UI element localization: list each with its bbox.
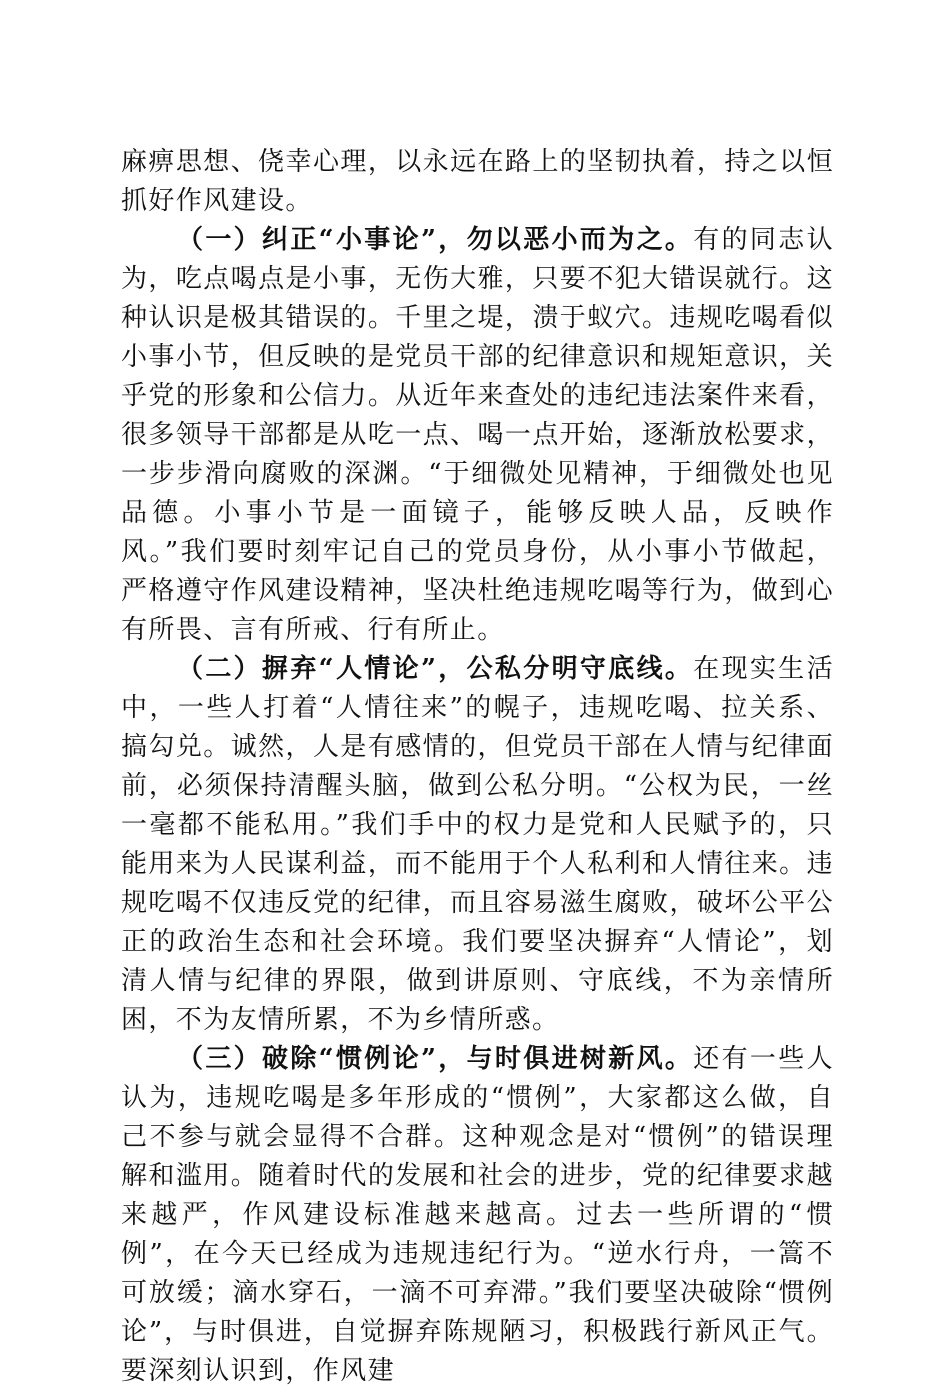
section-heading: （三）破除“惯例论”，与时俱进树新风。 bbox=[177, 1044, 694, 1074]
paragraph-body: 麻痹思想、侥幸心理，以永远在路上的坚韧执着，持之以恒抓好作风建设。 bbox=[121, 147, 834, 216]
section-heading: （二）摒弃“人情论”，公私分明守底线。 bbox=[177, 654, 694, 684]
paragraph-body: 还有一些人认为，违规吃喝是多年形成的“惯例”，大家都这么做，自己不参与就会显得不合群。这种观念是对“惯例”的错误理解和滥用。随着时代的发展和社会的进步，党的纪律要求越来越严，作风建设标准越来越高。过去一些所谓的“惯例”，在今天已经成为违规违纪行为。“逆水行舟，一篙不可放缓；滴水穿石，一滴不可弃滞。”我们要坚决破除“惯例论”，与时俱进，自觉摒弃陈规陋习，积极践行新风正气。要深刻认识到，作风建 bbox=[121, 1044, 834, 1386]
paragraph-continuation bbox=[121, 143, 834, 221]
paragraph-body: 在现实生活中，一些人打着“人情往来”的幌子，违规吃喝、拉关系、搞勾兑。诚然，人是有感情的，但党员干部在人情与纪律面前，必须保持清醒头脑，做到公私分明。“公权为民，一丝一毫都不能私用。”我们手中的权力是党和人民赋予的，只能用来为人民谋利益，而不能用于个人私利和人情往来。违规吃喝不仅违反党的纪律，而且容易滋生腐败，破坏公平公正的政治生态和社会环境。我们要坚决摒弃“人情论”，划清人情与纪律的界限，做到讲原则、守底线，不为亲情所困，不为友情所累，不为乡情所惑。 bbox=[121, 654, 834, 1035]
paragraph-section-1 bbox=[121, 221, 834, 650]
document-body bbox=[121, 143, 834, 1391]
paragraph-body: 有的同志认为，吃点喝点是小事，无伤大雅，只要不犯大错误就行。这种认识是极其错误的。千里之堤，溃于蚁穴。违规吃喝看似小事小节，但反映的是党员干部的纪律意识和规矩意识，关乎党的形象和公信力。从近年来查处的违纪违法案件来看，很多领导干部都是从吃一点、喝一点开始，逐渐放松要求，一步步滑向腐败的深渊。“于细微处见精神，于细微处也见品德。小事小节是一面镜子，能够反映人品，反映作风。”我们要时刻牢记自己的党员身份，从小事小节做起，严格遵守作风建设精神，坚决杜绝违规吃喝等行为，做到心有所畏、言有所戒、行有所止。 bbox=[121, 225, 834, 645]
section-heading: （一）纠正“小事论”，勿以恶小而为之。 bbox=[177, 225, 694, 255]
paragraph-section-3 bbox=[121, 1040, 834, 1391]
paragraph-section-2 bbox=[121, 650, 834, 1040]
